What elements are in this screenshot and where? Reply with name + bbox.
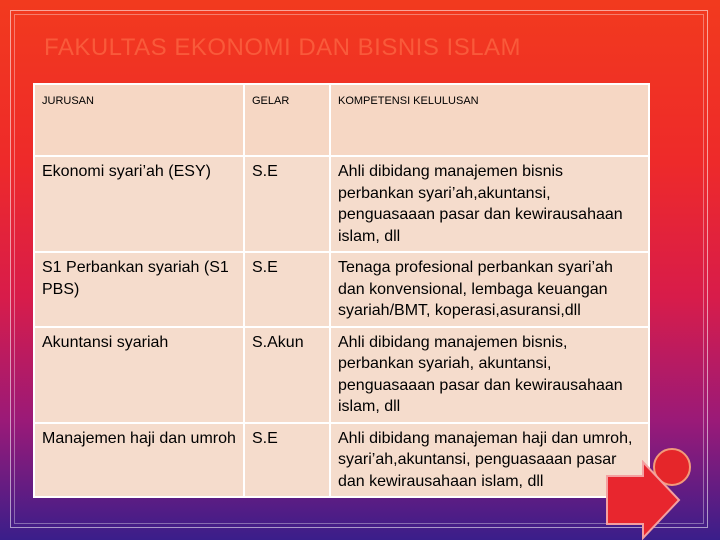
table-row — [34, 423, 649, 498]
header-jurusan: JURUSAN — [34, 84, 244, 156]
slide-title: FAKULTAS EKONOMI DAN BISNIS ISLAM — [44, 34, 522, 61]
cell-jurusan: Ekonomi syari’ah (ESY) — [34, 156, 244, 252]
cell-kompetensi: Ahli dibidang manajeman haji dan umroh, syari’ah,akuntansi, penguasaaan pasar dan kewirausahaan islam, dll — [330, 423, 649, 498]
cell-kompetensi: Tenaga profesional perbankan syari’ah dan konvensional, lembaga keuangan syariah/BMT, koperasi,asuransi,dll — [330, 252, 649, 327]
program-table — [33, 83, 650, 498]
cell-kompetensi: Ahli dibidang manajemen bisnis, perbankan syariah, akuntansi, penguasaaan pasar dan kewirausahaan islam, dll — [330, 327, 649, 423]
cell-gelar: S.E — [244, 423, 330, 498]
cell-jurusan: Manajemen haji dan umroh — [34, 423, 244, 498]
header-kompetensi: KOMPETENSI KELULUSAN — [330, 84, 649, 156]
cell-jurusan: S1 Perbankan syariah (S1 PBS) — [34, 252, 244, 327]
header-gelar: GELAR — [244, 84, 330, 156]
cell-kompetensi: Ahli dibidang manajemen bisnis perbankan syari’ah,akuntansi, penguasaaan pasar dan kewirausahaan islam, dll — [330, 156, 649, 252]
cell-gelar: S.E — [244, 156, 330, 252]
table-header-row — [34, 84, 649, 156]
table-row — [34, 252, 649, 327]
cell-gelar: S.E — [244, 252, 330, 327]
cell-jurusan: Akuntansi syariah — [34, 327, 244, 423]
table-row — [34, 327, 649, 423]
cell-gelar: S.Akun — [244, 327, 330, 423]
table-row — [34, 156, 649, 252]
arrow-right-icon[interactable] — [605, 460, 681, 540]
